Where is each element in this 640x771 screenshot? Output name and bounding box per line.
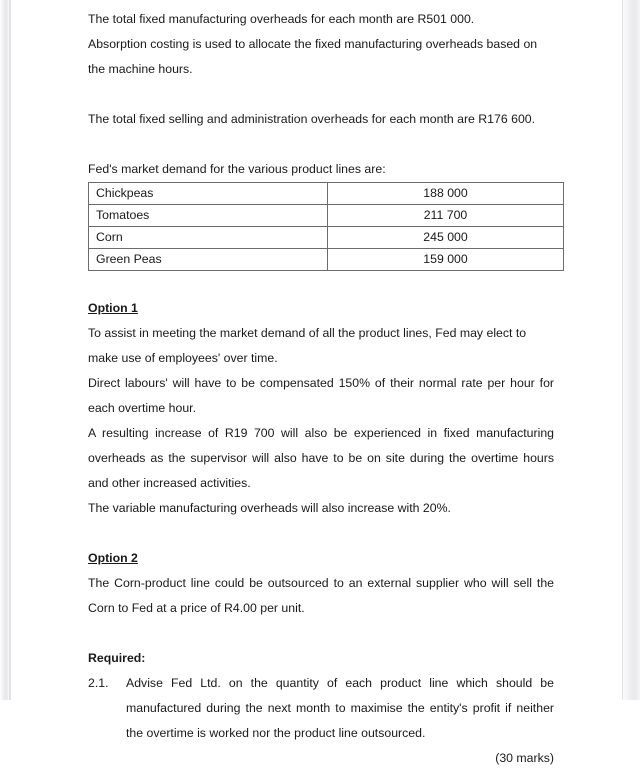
heading-option-1: Option 1 [88,301,138,315]
paragraph-spacer-1 [88,82,554,107]
option-1-paragraph-4: The variable manufacturing overheads will also increase with 20%. [88,501,451,515]
top-margin-spacer [88,0,554,7]
marks-allocation: (30 marks) [495,751,554,765]
requirement-number: 2.1. [88,676,109,690]
heading-option-2: Option 2 [88,551,138,565]
market-demand-table [88,182,564,271]
paragraph-fixed-selling-admin-overheads: The total fixed selling and administration overheads for each month are R176 600. [88,112,536,126]
table-cell-demand: 159 000 [328,249,564,271]
page-right-gutter-shadow [622,0,640,700]
market-demand-table-body [89,183,564,271]
page-right-edge-line [622,0,623,700]
table-row [89,205,564,227]
table-cell-demand: 245 000 [328,227,564,249]
heading-required: Required: [88,651,146,665]
table-cell-product: Green Peas [89,249,328,271]
paragraph-absorption-costing: Absorption costing is used to allocate the fixed manufacturing overheads based on the machine hours. [88,37,538,76]
table-cell-product: Chickpeas [89,183,328,205]
option-1-paragraph-1: To assist in meeting the market demand of all the product lines, Fed may elect to make use of employees' over time. [88,326,527,365]
table-cell-product: Tomatoes [89,205,328,227]
table-cell-demand: 188 000 [328,183,564,205]
page-left-edge-line [9,0,11,700]
table-row [89,183,564,205]
option-2-bottom-spacer [88,621,554,646]
option-1-paragraph-3: A resulting increase of R19 700 will also be experienced in fixed manufacturing overheads as the supervisor will also have to be on site during the overtime hours and other increased activities. [88,426,554,490]
table-row [89,249,564,271]
document-text-column [88,0,554,771]
option-2-paragraph-1: The Corn-product line could be outsourced to an external supplier who will sell the Corn to Fed at a price of R4.00 per unit. [88,576,554,615]
page-left-gutter-shadow [0,0,9,700]
table-row [89,227,564,249]
requirement-item-2-1 [88,671,554,746]
option-1-bottom-spacer [88,521,554,546]
paragraph-market-demand-intro: Fed's market demand for the various product lines are: [88,162,386,176]
paragraph-fixed-manufacturing-overheads: The total fixed manufacturing overheads for each month are R501 000. [88,12,475,26]
table-cell-product: Corn [89,227,328,249]
table-bottom-spacer [88,271,554,296]
table-cell-demand: 211 700 [328,205,564,227]
option-1-paragraph-2: Direct labours' will have to be compensated 150% of their normal rate per hour for each overtime hour. [88,376,554,415]
paragraph-spacer-2 [88,132,554,157]
requirement-text: Advise Fed Ltd. on the quantity of each product line which should be manufactured during the next month to maximise the entity's profit if neither the overtime is worked nor the product line outsourced. [126,676,554,740]
